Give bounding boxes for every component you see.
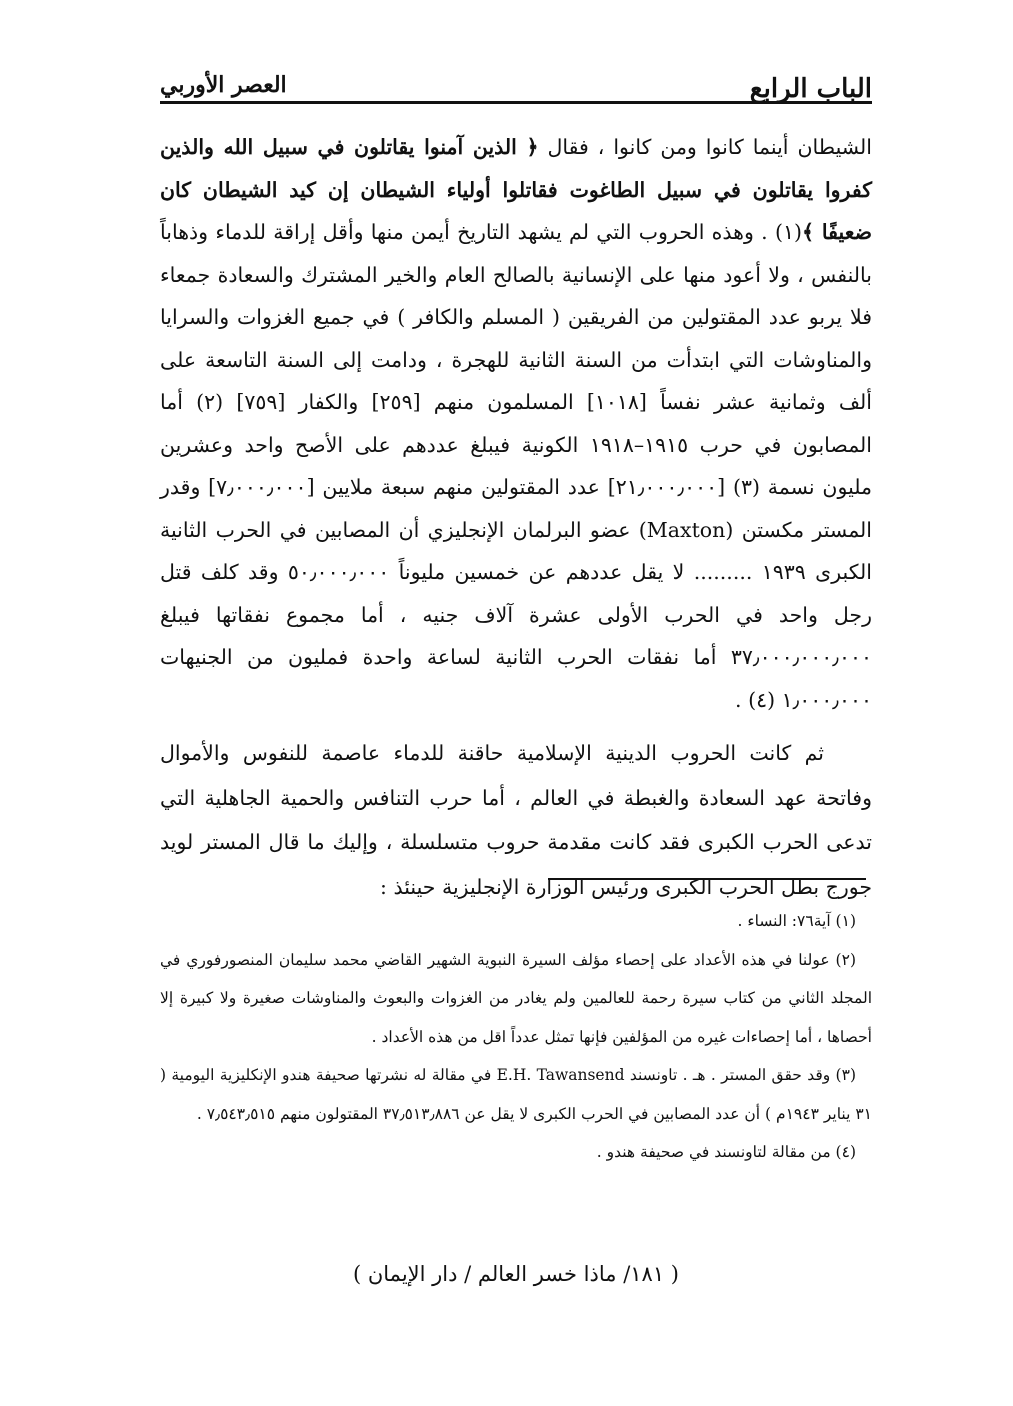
section-title: العصر الأوربي (160, 72, 287, 98)
footnote-separator (548, 878, 866, 880)
footnote-3: (٣) وقد حقق المستر . هـ . تاونسند E.H. Tawansend في مقالة له نشرتها صحيفة هندو الإنكليزية اليومية ( ٣١ يناير ١٩٤٣م ) أن عدد المصابين في الحرب الكبرى لا يقل عن ٣٧٫٥١٣٫٨٨٦ المقتولون منهم ٧٫٥٤٣٫٥١٥ . (160, 1066, 872, 1123)
p1-start: الشيطان أينما كانوا ومن كانوا ، فقال (538, 135, 872, 159)
page-header (160, 60, 872, 104)
footnote-1: (١) آية٧٦: النساء . (737, 912, 856, 930)
main-text (160, 126, 872, 909)
paragraph-1 (160, 126, 872, 721)
footnote-4: (٤) من مقالة لتاونسند في صحيفة هندو . (596, 1143, 856, 1161)
header-rule (160, 101, 872, 104)
quran-quote: ﴿ الذين آمنوا يقاتلون في سبيل الله والذين كفروا يقاتلون في سبيل الطاغوت فقاتلوا أولياء الشيطان إن كيد الشيطان كان ضعيفًا ﴾ (160, 135, 873, 244)
page-footer: ( ١٨١/ ماذا خسر العالم / دار الإيمان ) (352, 1262, 679, 1286)
paragraph-2: ثم كانت الحروب الدينية الإسلامية حاقنة للدماء عاصمة للنفوس والأموال وفاتحة عهد السعادة والغبطة في العالم ، أما حرب التنافس والحمية الجاهلية التي تدعى الحرب الكبرى فقد كانت مقدمة حروب متسلسلة ، وإليك ما قال المستر لويد جورج بطل الحرب الكبرى ورئيس الوزارة الإنجليزية حينئذ : (160, 741, 872, 899)
footnote-2: (٢) عولنا في هذه الأعداد على إحصاء مؤلف السيرة النبوية الشهير القاضي محمد سليمان المنصورفوري في المجلد الثاني من كتاب سيرة رحمة للعالمين ولم يغادر من الغزوات والبعوث والمناوشات صغيرة ولا كبيرة إلا أحصاها ، أما إحصاءات غيره من المؤلفين فإنها تمثل عدداً اقل من هذه الأعداد . (160, 950, 872, 1046)
footnotes (160, 902, 872, 1172)
p1-rest: . وهذه الحروب التي لم يشهد التاريخ أيمن منها وأقل إراقة للدماء وذهاباً بالنفس ، ولا أعود منها على الإنسانية بالصالح العام والخير المشترك والسعادة جمعاء فلا يربو عدد المقتولين من الفريقين ( المسلم والكافر ) في جميع الغزوات والسرايا والمناوشات التي ابتدأت من السنة الثانية للهجرة ، ودامت إلى السنة التاسعة على ألف وثمانية عشر نفساً [١٠١٨] المسلمون منهم [٢٥٩] والكفار [٧٥٩] (٢) أما المصابون في حرب ١٩١٥–١٩١٨ الكونية فيبلغ عددهم على الأصح واحد وعشرين مليون نسمة (٣) [٢١٫٠٠٠٫٠٠٠] عدد المقتولين منهم سبعة ملايين [٧٫٠٠٠٫٠٠٠] وقدر المستر مكستن (Maxton) عضو البرلمان الإنجليزي أن المصابين في الحرب الثانية الكبرى ١٩٣٩ ......... لا يقل عددهم عن خمسين مليوناً ٥٠٫٠٠٠٫٠٠٠ وقد كلف قتل رجل واحد في الحرب الأولى عشرة آلاف جنيه ، أما مجموع نفقاتها فيبلغ ٣٧٫٠٠٠٫٠٠٠٫٠٠٠ أما نفقات الحرب الثانية لساعة واحدة فمليون من الجنيهات ١٫٠٠٠٫٠٠٠ (٤) . (160, 220, 873, 712)
footnote-ref-1: (١) (774, 220, 802, 244)
chapter-title: الباب الرابع (749, 74, 872, 104)
